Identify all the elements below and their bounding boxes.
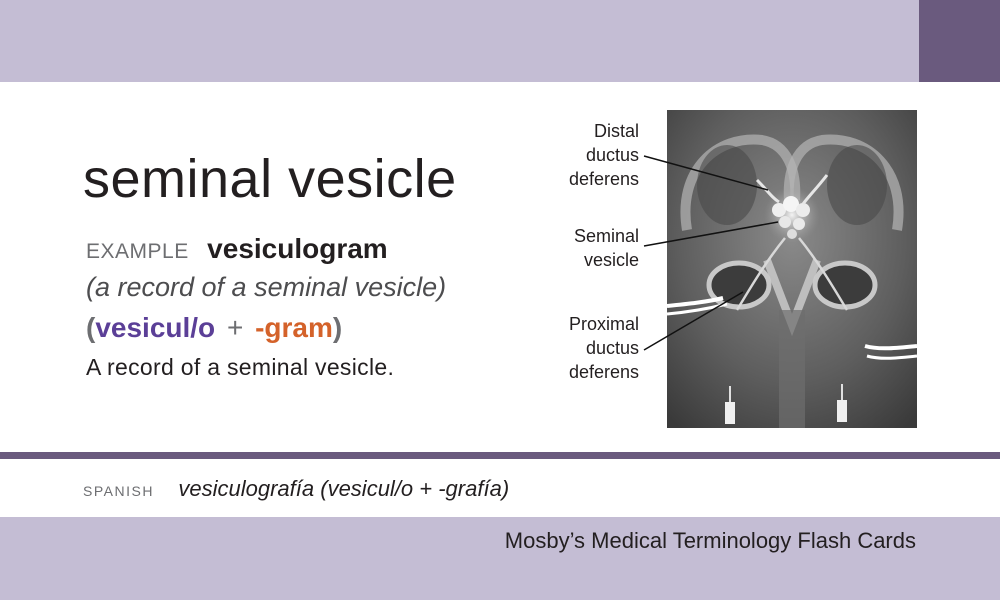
- spanish-row: [83, 476, 509, 502]
- label-seminal-vesicle: [519, 224, 639, 272]
- xray-image: [667, 110, 917, 428]
- example-label: EXAMPLE: [86, 240, 189, 263]
- spanish-translation: vesiculografía (vesicul/o + -grafía): [178, 476, 510, 501]
- top-corner-block: [919, 0, 1000, 82]
- breakdown-root: vesicul/o: [95, 312, 216, 343]
- breakdown-plus: +: [226, 312, 244, 343]
- top-band: [0, 0, 1000, 82]
- label-distal-line-3: deferens: [568, 169, 639, 189]
- breakdown-suffix: -gram: [255, 312, 333, 343]
- label-proximal-line-3: deferens: [568, 362, 639, 382]
- label-proximal-line-2: ductus: [585, 338, 639, 358]
- label-distal-line-2: ductus: [585, 145, 639, 165]
- spanish-label: SPANISH: [83, 483, 154, 499]
- label-proximal-ductus-deferens: [519, 312, 639, 384]
- label-seminal-line-2: vesicle: [583, 250, 639, 270]
- breakdown-close-paren: ): [332, 312, 343, 343]
- label-distal-ductus-deferens: [519, 119, 639, 191]
- example-meaning: (a record of a seminal vesicle): [86, 272, 447, 302]
- breakdown-open-paren: (: [86, 312, 96, 343]
- term-title: seminal vesicle: [83, 149, 457, 209]
- word-breakdown: [86, 312, 342, 344]
- label-distal-line-1: Distal: [593, 121, 639, 141]
- example-word: vesiculogram: [207, 233, 388, 264]
- label-seminal-line-1: Seminal: [573, 226, 639, 246]
- footer-title: Mosby’s Medical Terminology Flash Cards: [504, 528, 916, 553]
- example-line: [86, 233, 388, 265]
- definition: A record of a seminal vesicle.: [86, 354, 395, 380]
- divider-bar: [0, 452, 1000, 459]
- label-proximal-line-1: Proximal: [568, 314, 639, 334]
